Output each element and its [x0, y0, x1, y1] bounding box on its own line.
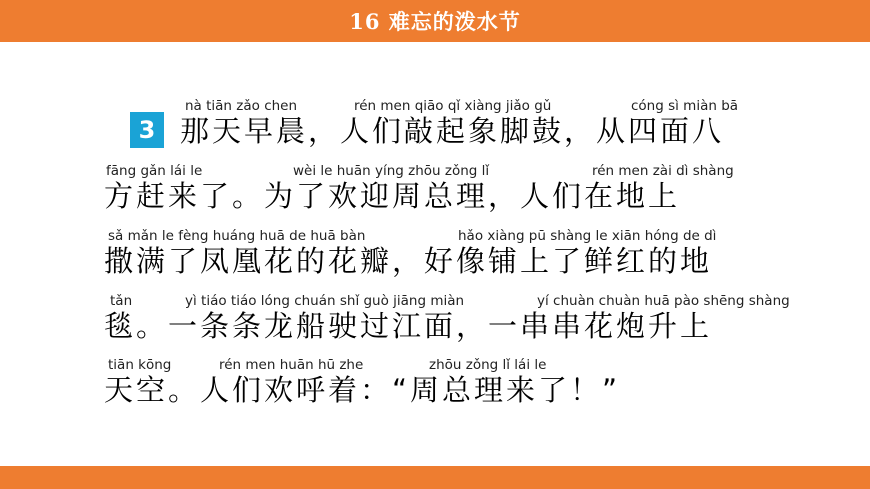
hanzi-line: 天空。人们欢呼着：“周总理来了！”: [104, 373, 621, 407]
lesson-title: 16 难忘的泼水节: [349, 9, 521, 34]
pinyin-segment: rén men qiāo qǐ xiàng jiǎo gǔ: [354, 98, 552, 114]
pinyin-segment: yí chuàn chuàn huā pào shēng shàng: [537, 293, 790, 309]
pinyin-segment: fāng gǎn lái le: [106, 163, 203, 179]
pinyin-segment: wèi le huān yíng zhōu zǒng lǐ: [293, 163, 490, 179]
pinyin-segment: zhōu zǒng lǐ lái le: [429, 357, 547, 373]
pinyin-segment: cóng sì miàn bā: [631, 98, 739, 114]
header-bar: [0, 0, 870, 42]
hanzi-line: 方赶来了。为了欢迎周总理，人们在地上: [104, 179, 681, 213]
hanzi-line: 那天早晨，人们敲起象脚鼓，从四面八: [180, 114, 725, 148]
pinyin-segment: tiān kōng: [108, 357, 172, 373]
hanzi-line: 撒满了凤凰花的花瓣，好像铺上了鲜红的地: [104, 244, 713, 278]
pinyin-segment: nà tiān zǎo chen: [185, 98, 298, 114]
footer-bar: [0, 466, 870, 489]
pinyin-segment: rén men huān hū zhe: [219, 357, 364, 373]
pinyin-segment: tǎn: [110, 293, 133, 309]
pinyin-segment: hǎo xiàng pū shàng le xiān hóng de dì: [458, 228, 717, 244]
pinyin-segment: rén men zài dì shàng: [592, 163, 734, 179]
pinyin-segment: yì tiáo tiáo lóng chuán shǐ guò jiāng miàn: [185, 293, 465, 309]
hanzi-line: 毯。一条条龙船驶过江面，一串串花炮升上: [104, 309, 713, 343]
paragraph-number-badge: 3: [130, 112, 164, 148]
pinyin-segment: sǎ mǎn le fèng huáng huā de huā bàn: [108, 228, 366, 244]
